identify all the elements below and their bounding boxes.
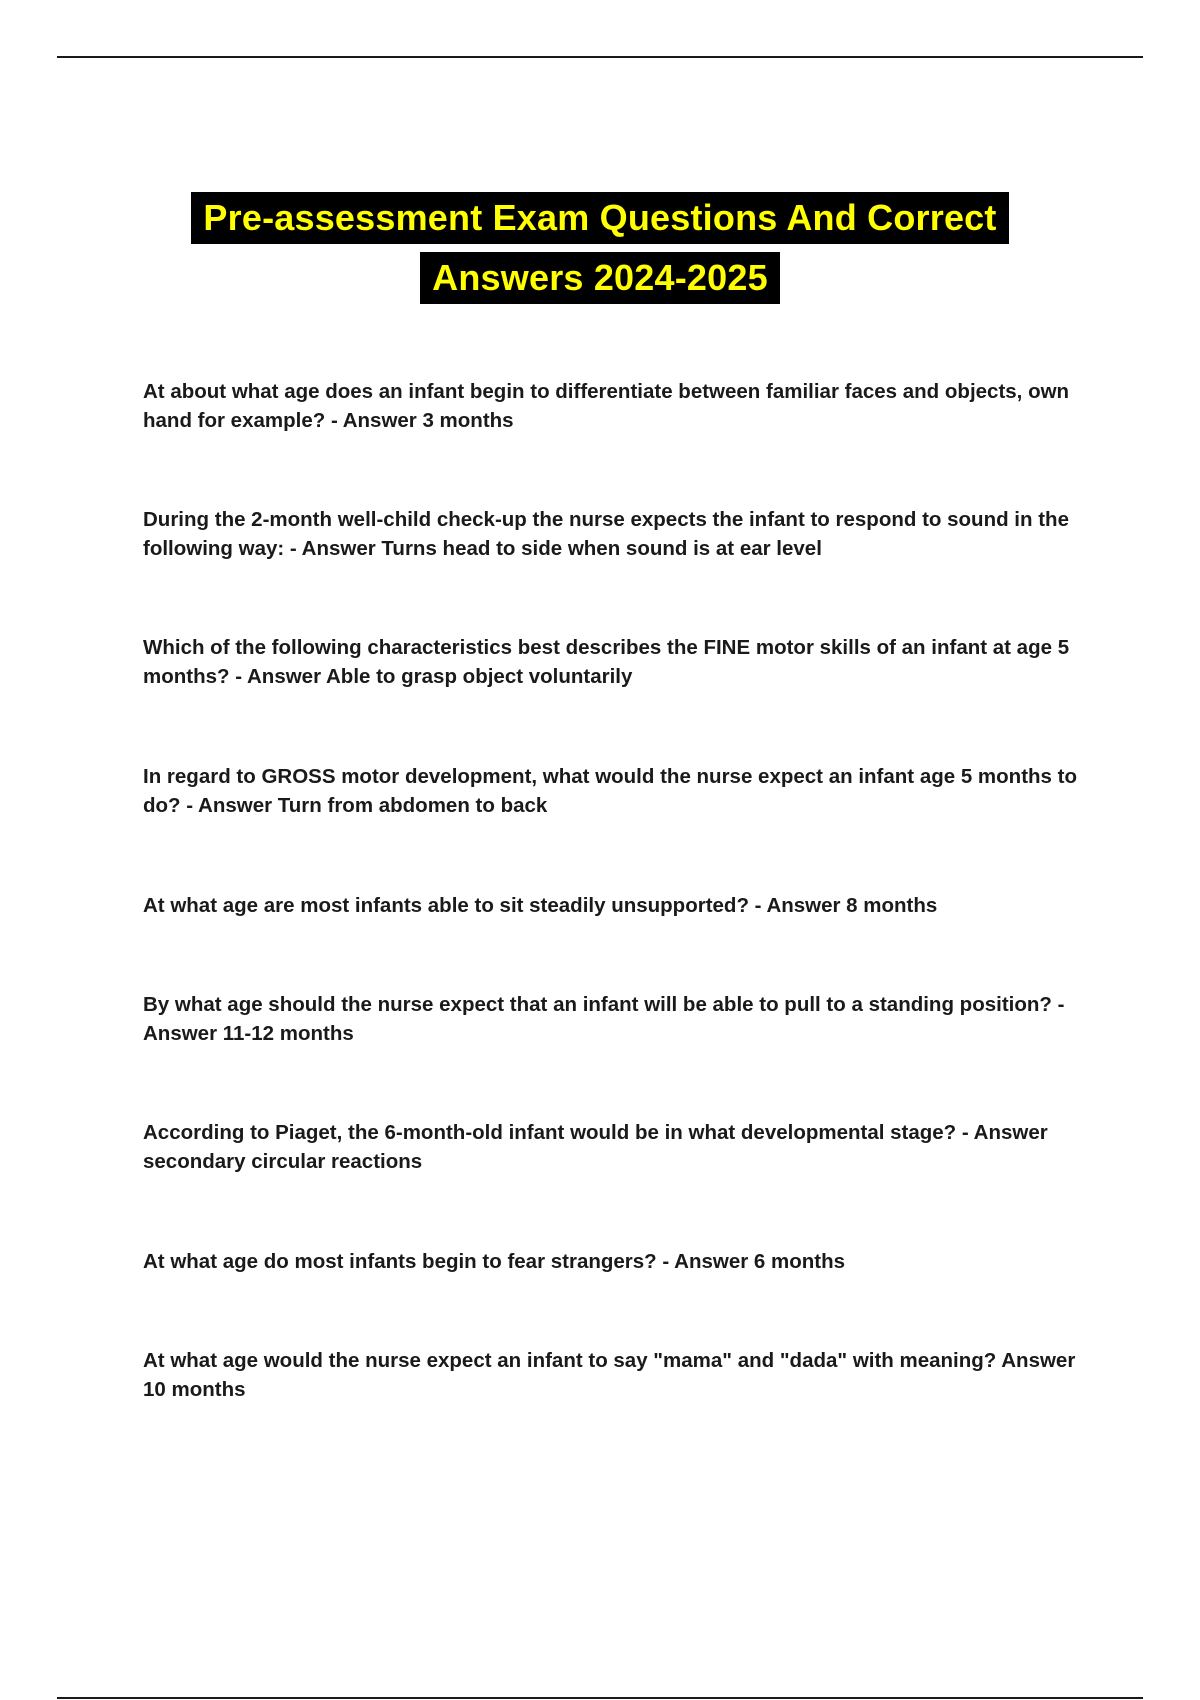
- qa-item-9: At what age would the nurse expect an infant to say "mama" and "dada" with meaning? Answer 10 months: [143, 1349, 1076, 1401]
- qa-item-2: During the 2-month well-child check-up the nurse expects the infant to respond to sound in the following way: - Answer Turns head to side when sound is at ear level: [143, 508, 1069, 560]
- qa-item-1: At about what age does an infant begin to differentiate between familiar faces and objects, own hand for example? - Answer 3 months: [143, 380, 1070, 432]
- footer-rule: [57, 1697, 1143, 1699]
- header-rule: [57, 56, 1143, 58]
- qa-item-5: At what age are most infants able to sit steadily unsupported? - Answer 8 months: [143, 894, 938, 917]
- qa-item-8: At what age do most infants begin to fear strangers? - Answer 6 months: [143, 1250, 846, 1273]
- qa-item-3: Which of the following characteristics best describes the FINE motor skills of an infant at age 5 months? - Answer Able to grasp object voluntarily: [143, 636, 1070, 688]
- title-line-2: Answers 2024-2025: [420, 252, 780, 304]
- document-title: [0, 192, 1200, 304]
- qa-item-7: According to Piaget, the 6-month-old infant would be in what developmental stage? - Answer secondary circular reactions: [143, 1121, 1048, 1173]
- title-line-1: Pre-assessment Exam Questions And Correct: [191, 192, 1008, 244]
- qa-item-6: By what age should the nurse expect that an infant will be able to pull to a standing position? - Answer 11-12 months: [143, 993, 1065, 1045]
- qa-item-4: In regard to GROSS motor development, what would the nurse expect an infant age 5 months to do? - Answer Turn from abdomen to back: [143, 765, 1078, 817]
